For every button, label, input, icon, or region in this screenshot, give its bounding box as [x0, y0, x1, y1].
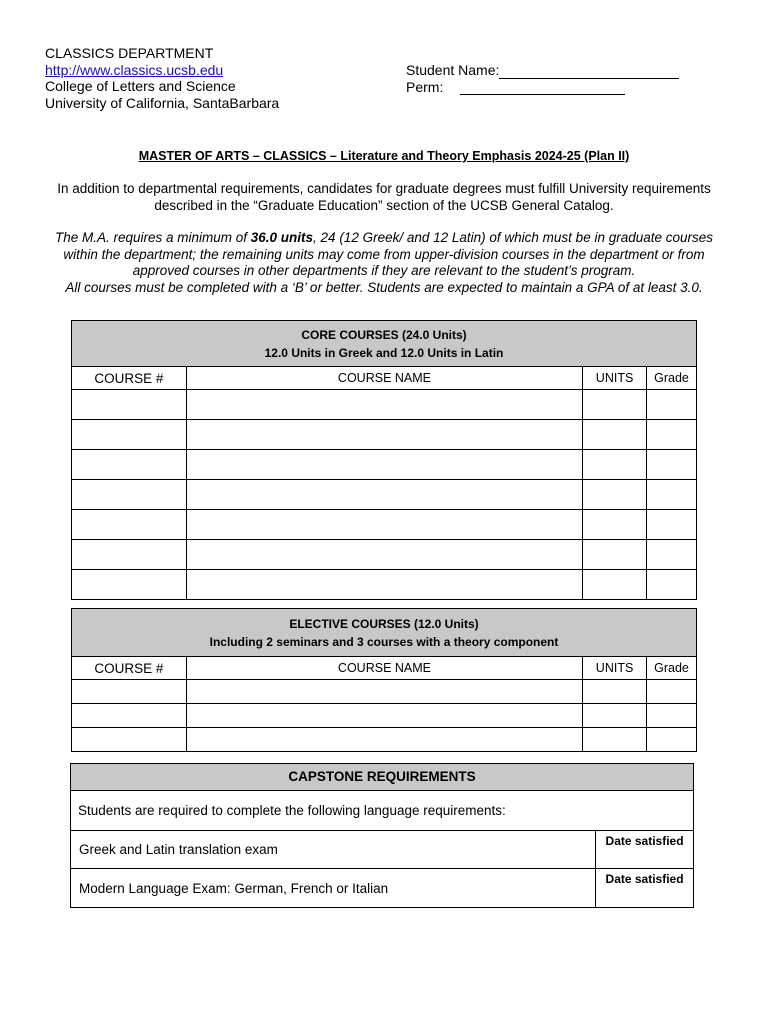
capstone-header: CAPSTONE REQUIREMENTS [71, 764, 694, 791]
date-satisfied-field[interactable]: Date satisfied [596, 831, 694, 869]
core-column-headers [72, 367, 697, 390]
perm-field[interactable] [460, 81, 625, 95]
intro-paragraph: In addition to departmental requirements, candidates for graduate degrees must fulfill University requirements described in the “Graduate Education” section of the UCSB General Catalog. [57, 181, 711, 213]
core-rows [72, 390, 697, 600]
student-name-field[interactable] [499, 65, 679, 79]
course-number-cell[interactable] [72, 390, 187, 420]
table-row [72, 420, 697, 450]
course-number-cell[interactable] [72, 450, 187, 480]
grade-cell[interactable] [647, 704, 697, 728]
department-info [45, 45, 279, 111]
grade-requirement: All courses must be completed with a ‘B’ or better. Students are expected to maintain a GPA of at least 3.0. [65, 279, 703, 295]
course-name-cell[interactable] [186, 680, 582, 704]
core-courses-table [71, 320, 697, 600]
course-number-cell[interactable] [72, 420, 187, 450]
course-number-cell[interactable] [72, 510, 187, 540]
table-row [72, 510, 697, 540]
units-cell[interactable] [583, 420, 647, 450]
table-row [72, 680, 697, 704]
table-row [72, 450, 697, 480]
col-course-name: COURSE NAME [186, 367, 582, 390]
grade-cell[interactable] [647, 480, 697, 510]
units-cell[interactable] [583, 704, 647, 728]
capstone-item-modern-language-exam: Modern Language Exam: German, French or Italian [71, 869, 596, 908]
col-units: UNITS [583, 657, 647, 680]
department-name: CLASSICS DEPARTMENT [45, 45, 214, 61]
col-grade: Grade [647, 657, 697, 680]
grade-cell[interactable] [647, 420, 697, 450]
page-title: MASTER OF ARTS – CLASSICS – Literature and Theory Emphasis 2024-25 (Plan II) [138, 149, 630, 163]
col-course-number: COURSE # [72, 367, 187, 390]
col-course-name: COURSE NAME [186, 657, 582, 680]
elective-courses-table [71, 608, 697, 752]
course-name-cell[interactable] [186, 570, 582, 600]
units-cell[interactable] [583, 728, 647, 752]
units-cell[interactable] [583, 480, 647, 510]
table-row [72, 540, 697, 570]
course-name-cell[interactable] [186, 480, 582, 510]
units-cell[interactable] [583, 680, 647, 704]
elective-column-headers [72, 657, 697, 680]
college-name: College of Letters and Science [45, 78, 236, 94]
capstone-item-translation-exam: Greek and Latin translation exam [71, 831, 596, 869]
table-row [72, 728, 697, 752]
course-number-cell[interactable] [72, 480, 187, 510]
course-number-cell[interactable] [72, 728, 187, 752]
course-number-cell[interactable] [72, 570, 187, 600]
col-grade: Grade [647, 367, 697, 390]
course-name-cell[interactable] [186, 510, 582, 540]
col-course-number: COURSE # [72, 657, 187, 680]
grade-cell[interactable] [647, 540, 697, 570]
grade-cell[interactable] [647, 390, 697, 420]
units-cell[interactable] [583, 450, 647, 480]
elective-courses-header: ELECTIVE COURSES (12.0 Units) Including 2 seminars and 3 courses with a theory component [72, 609, 697, 657]
student-info [406, 62, 679, 95]
date-satisfied-field[interactable]: Date satisfied [596, 869, 694, 908]
course-name-cell[interactable] [186, 420, 582, 450]
course-name-cell[interactable] [186, 704, 582, 728]
table-row [72, 480, 697, 510]
perm-label: Perm: [406, 78, 444, 95]
minimum-units: 36.0 units [250, 230, 314, 245]
core-courses-header: CORE COURSES (24.0 Units) 12.0 Units in Greek and 12.0 Units in Latin [72, 321, 697, 367]
course-name-cell[interactable] [186, 390, 582, 420]
units-cell[interactable] [583, 510, 647, 540]
student-name-label: Student Name: [406, 62, 500, 78]
grade-cell[interactable] [647, 510, 697, 540]
course-name-cell[interactable] [186, 728, 582, 752]
units-cell[interactable] [583, 570, 647, 600]
university-name: University of California, SantaBarbara [45, 94, 280, 111]
course-number-cell[interactable] [72, 680, 187, 704]
requirements-paragraph: The M.A. requires a minimum of 36.0 units, 24 (12 Greek/ and 12 Latin) of which must be in graduate courses within the department; the remaining units may come from upper-division courses in the department or from approved courses in other departments if they are relevant to the student’s program. All courses must be completed with a ‘B’ or better. Students are expected to maintain a GPA of at least 3.0. [54, 230, 714, 295]
elective-rows [72, 680, 697, 752]
grade-cell[interactable] [647, 450, 697, 480]
capstone-table [70, 763, 694, 908]
table-row [72, 704, 697, 728]
table-row [72, 390, 697, 420]
capstone-intro: Students are required to complete the following language requirements: [71, 791, 694, 831]
table-row [72, 570, 697, 600]
grade-cell[interactable] [647, 680, 697, 704]
course-number-cell[interactable] [72, 540, 187, 570]
course-name-cell[interactable] [186, 540, 582, 570]
units-cell[interactable] [583, 390, 647, 420]
col-units: UNITS [583, 367, 647, 390]
department-link[interactable]: http://www.classics.ucsb.edu [45, 61, 224, 78]
grade-cell[interactable] [647, 728, 697, 752]
units-cell[interactable] [583, 540, 647, 570]
course-name-cell[interactable] [186, 450, 582, 480]
grade-cell[interactable] [647, 570, 697, 600]
course-number-cell[interactable] [72, 704, 187, 728]
